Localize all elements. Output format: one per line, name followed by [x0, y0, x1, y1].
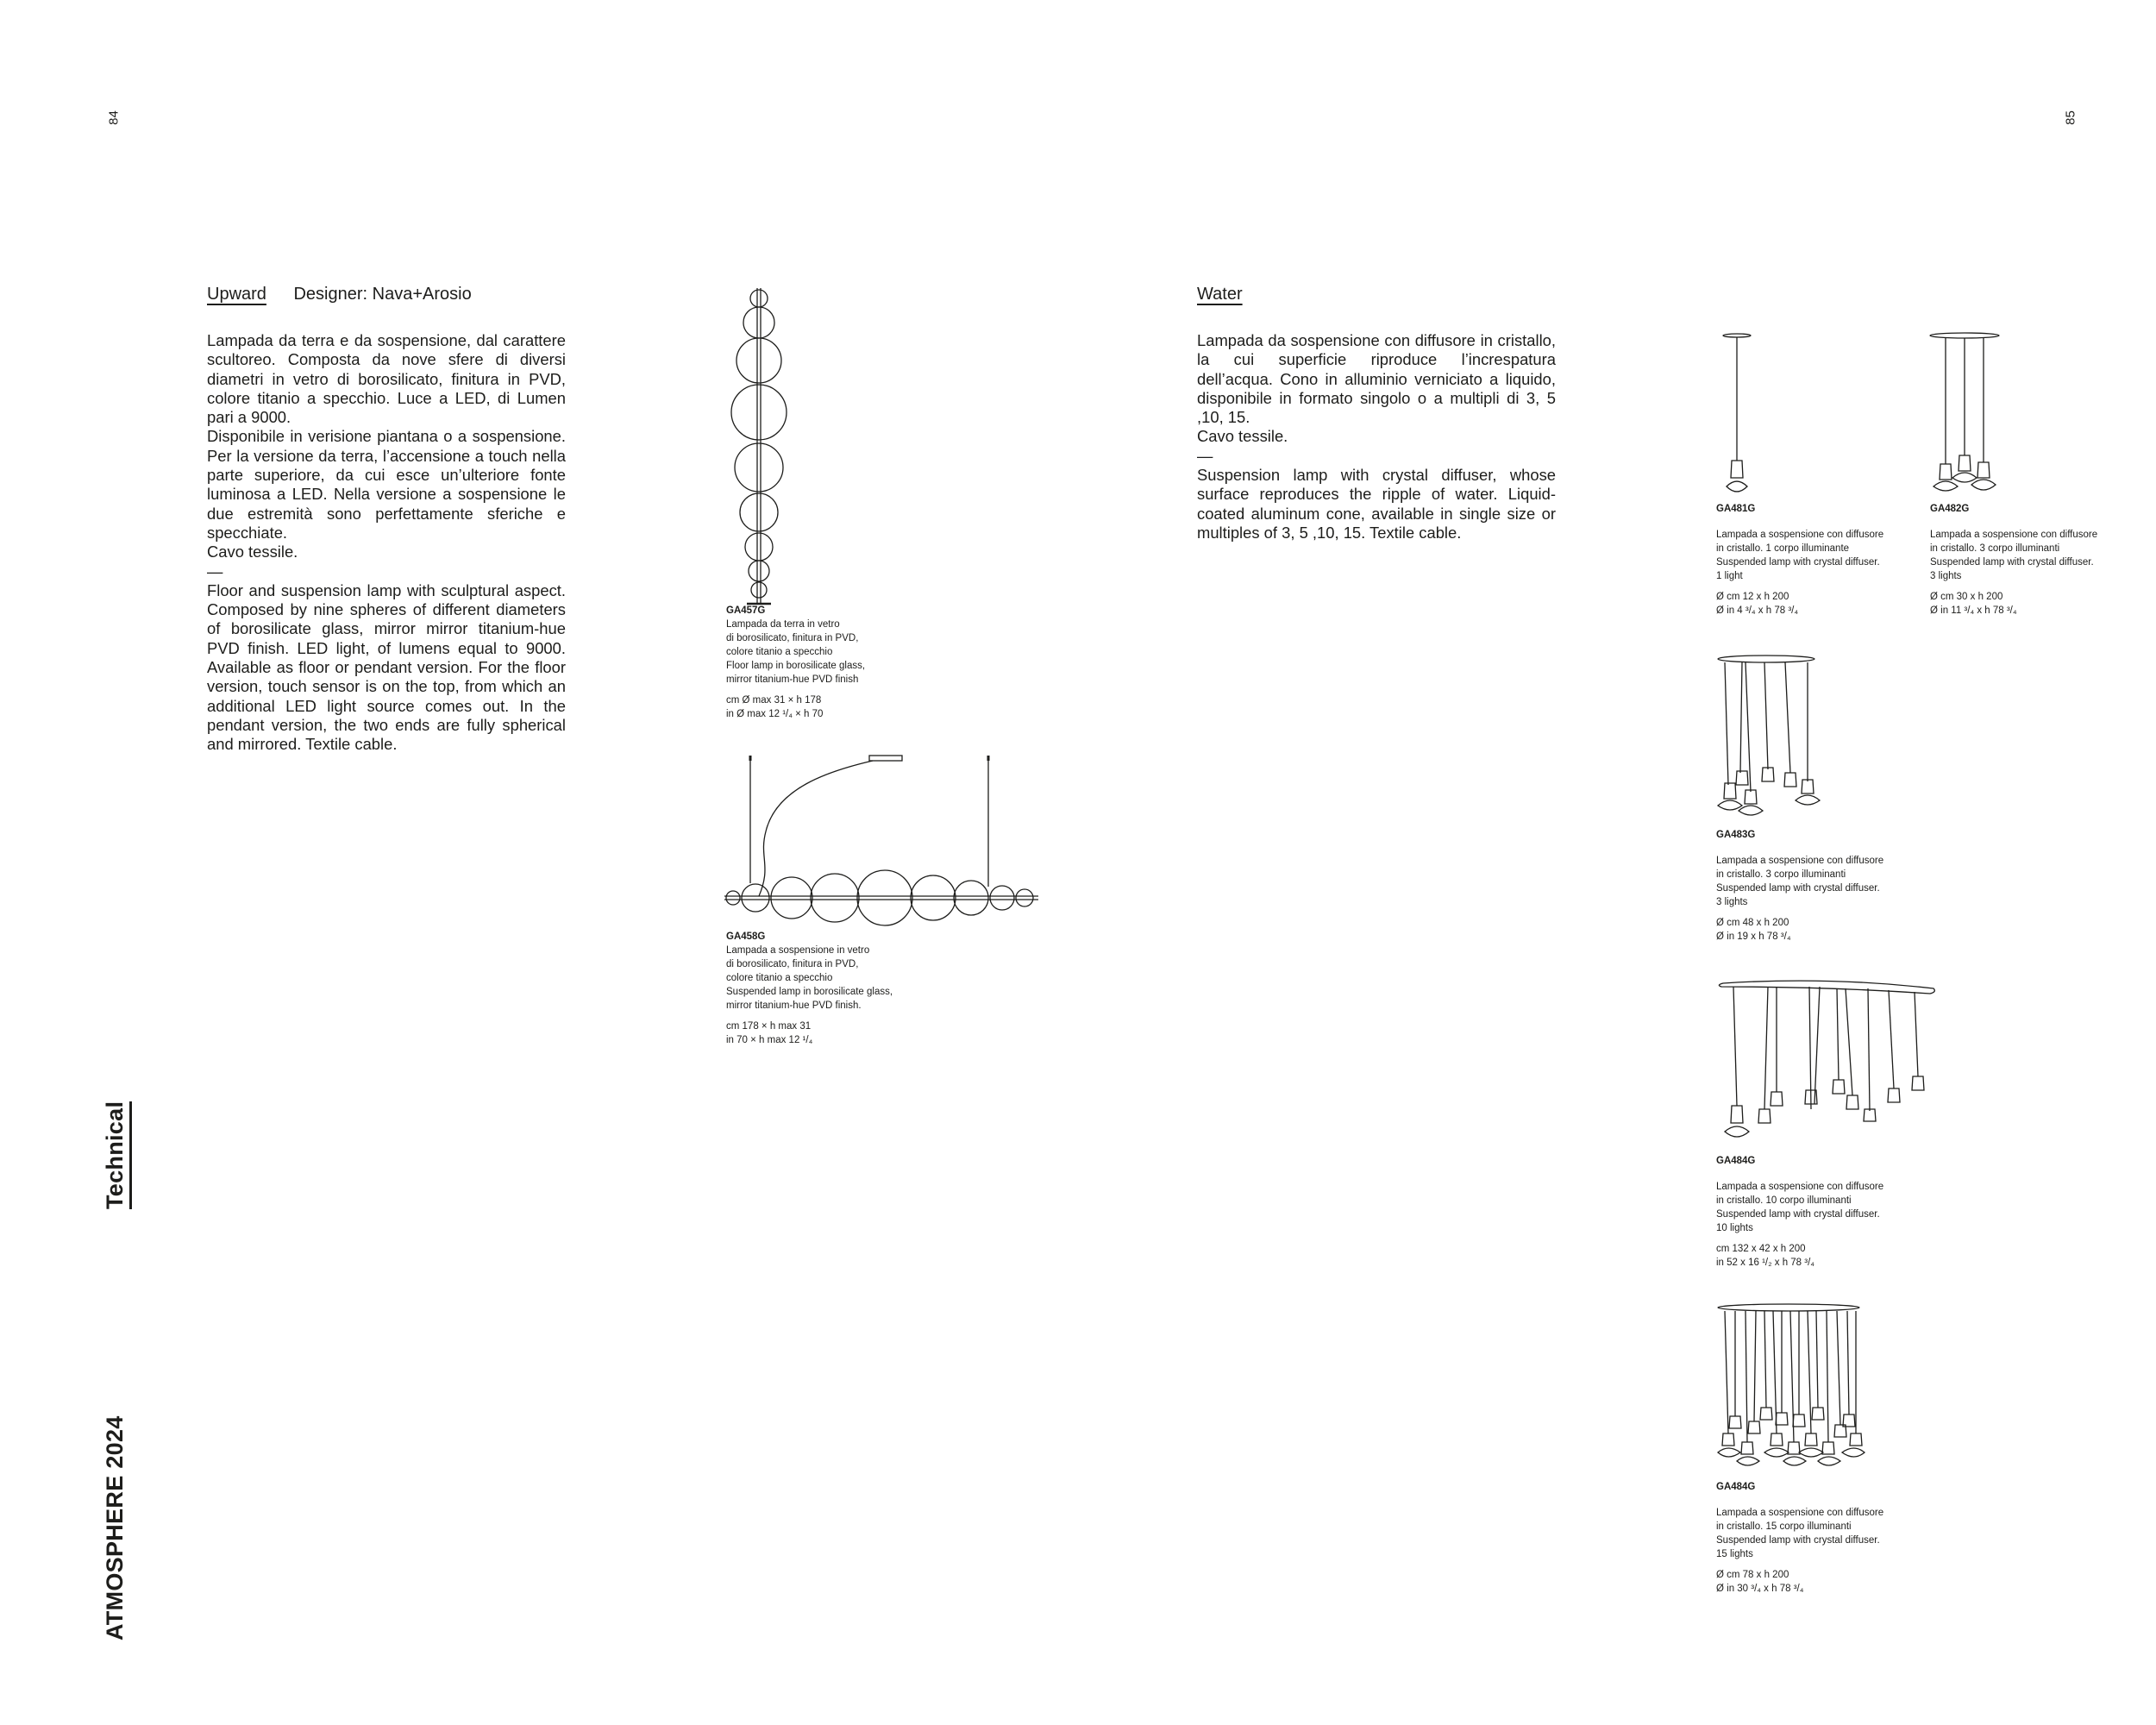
ga481g-caption-line: Lampada a sospensione con diffusore — [1716, 530, 1884, 540]
ga482g-caption — [1930, 528, 2137, 583]
ga481g-info — [1716, 504, 1923, 618]
ga457g-dim-in: in Ø max 12 ¹/₄ × h 70 — [726, 709, 824, 719]
ga484g-15-dimensions — [1716, 1568, 1923, 1596]
upward-english: Floor and suspension lamp with sculptural aspect. Composed by nine spheres of different diameters of borosilicate glass, mirror mirror titanium-hue PVD finish. LED light, of lumens equal to 9000. Available as floor or pendant version. For the floor version, touch sensor is on the top, from which an additional LED light source comes out. In the pendant version, the two ends are fully spherical and mirrored. Textile cable. — [207, 580, 566, 754]
ga484g-15-caption-line: in cristallo. 15 corpo illuminanti — [1716, 1521, 1852, 1532]
ga482g-caption-line: Lampada a sospensione con diffusore — [1930, 530, 2098, 540]
ga458g-code: GA458G — [726, 932, 766, 942]
upward-heading — [207, 285, 472, 304]
ga484g-15-dim-cm: Ø cm 78 x h 200 — [1716, 1570, 1789, 1580]
ga457g-caption-line: Lampada da terra in vetro — [726, 619, 840, 630]
ga482g-lamp-drawing — [1928, 333, 2002, 499]
upward-dash: — — [207, 561, 223, 580]
ga457g-info — [726, 605, 950, 721]
ga457g-dim-cm: cm Ø max 31 × h 178 — [726, 695, 822, 706]
ga458g-suspension-lamp-drawing — [724, 754, 1044, 926]
ga457g-floor-lamp-drawing — [724, 286, 793, 605]
ga458g-dimensions — [726, 1019, 950, 1047]
upward-designer: Designer: Nava+Arosio — [293, 285, 472, 304]
ga483g-dimensions — [1716, 916, 1923, 944]
ga481g-lamp-drawing — [1716, 333, 1759, 499]
ga482g-caption-line: in cristallo. 3 corpo illuminanti — [1930, 543, 2060, 554]
ga457g-dimensions — [726, 693, 950, 721]
ga484g-10-caption-line: in cristallo. 10 corpo illuminanti — [1716, 1195, 1852, 1206]
ga457g-caption-line: di borosilicato, finitura in PVD, — [726, 633, 859, 643]
page-number-left: 84 — [106, 110, 122, 125]
ga483g-dim-in: Ø in 19 x h 78 ³/₄ — [1716, 932, 1791, 942]
ga483g-info — [1716, 830, 1923, 944]
water-italian-1: Lampada da sospensione con diffusore in cristallo, la cui superficie riproduce l’increspatura dell’acqua. Cono in alluminio verniciato a liquido, disponibile in formato singolo o a multipli di 3, 5 ,10, 15. — [1197, 331, 1556, 427]
ga457g-code: GA457G — [726, 605, 766, 616]
ga484g-10-caption-line: Suspended lamp with crystal diffuser. — [1716, 1209, 1880, 1220]
water-italian-2: Cavo tessile. — [1197, 427, 1288, 446]
ga484g-10-caption — [1716, 1180, 1923, 1235]
water-heading — [1197, 285, 1243, 304]
ga458g-caption-line: Suspended lamp in borosilicate glass, — [726, 987, 893, 997]
water-english: Suspension lamp with crystal diffuser, whose surface reproduces the ripple of water. Liquid-coated aluminum cone, available in single size or multiples of 3, 5 ,10, 15. Textile cable. — [1197, 466, 1556, 542]
ga481g-caption — [1716, 528, 1923, 583]
water-description — [1197, 331, 1556, 543]
ga481g-dimensions — [1716, 590, 1923, 618]
ga458g-caption-line: di borosilicato, finitura in PVD, — [726, 959, 859, 969]
ga482g-dim-cm: Ø cm 30 x h 200 — [1930, 592, 2003, 602]
ga457g-caption-line: colore titanio a specchio — [726, 647, 833, 657]
ga458g-caption-line: colore titanio a specchio — [726, 973, 833, 983]
ga458g-caption — [726, 944, 950, 1013]
ga484g-15-caption-line: Suspended lamp with crystal diffuser. — [1716, 1535, 1880, 1546]
ga481g-dim-in: Ø in 4 ³/₄ x h 78 ³/₄ — [1716, 605, 1799, 616]
ga457g-caption — [726, 618, 950, 687]
ga483g-code: GA483G — [1716, 830, 1756, 840]
sidebar-technical: Technical — [102, 1101, 128, 1209]
ga484g-10-lights-drawing — [1716, 980, 1940, 1144]
ga484g-10-dim-cm: cm 132 x 42 x h 200 — [1716, 1244, 1806, 1254]
ga484g-15-lights-drawing — [1716, 1304, 1863, 1468]
ga457g-caption-line: mirror titanium-hue PVD finish — [726, 674, 859, 685]
ga483g-caption-line: Suspended lamp with crystal diffuser. — [1716, 883, 1880, 894]
ga484g-15-code: GA484G — [1716, 1482, 1756, 1492]
ga482g-dim-in: Ø in 11 ³/₄ x h 78 ³/₄ — [1930, 605, 2017, 616]
ga484g-10-dimensions — [1716, 1242, 1923, 1270]
ga484g-10-dim-in: in 52 x 16 ¹/₂ x h 78 ³/₄ — [1716, 1258, 1814, 1268]
upward-description — [207, 331, 566, 755]
upward-italian-2: Disponibile in verisione piantana o a sospensione. Per la versione da terra, l’accensione a touch nella parte superiore, da cui esce un’ulteriore fonte luminosa a LED. Nella versione a sospensione le due estremità sono perfettamente sferiche e specchiate. — [207, 427, 566, 542]
ga484g-15-info — [1716, 1482, 1923, 1596]
ga484g-10-code: GA484G — [1716, 1156, 1756, 1166]
ga484g-10-caption-line: 10 lights — [1716, 1223, 1753, 1233]
ga482g-caption-line: Suspended lamp with crystal diffuser. — [1930, 557, 2094, 568]
ga458g-dim-in: in 70 × h max 12 ¹/₄ — [726, 1035, 813, 1045]
ga483g-dim-cm: Ø cm 48 x h 200 — [1716, 918, 1789, 928]
ga458g-caption-line: Lampada a sospensione in vetro — [726, 945, 870, 956]
sidebar-catalog-title: ATMOSPHERE 2024 — [102, 1415, 128, 1640]
ga457g-caption-line: Floor lamp in borosilicate glass, — [726, 661, 866, 671]
ga481g-caption-line: Suspended lamp with crystal diffuser. — [1716, 557, 1880, 568]
ga481g-caption-line: in cristallo. 1 corpo illuminante — [1716, 543, 1850, 554]
ga481g-caption-line: 1 light — [1716, 571, 1743, 581]
upward-italian-1: Lampada da terra e da sospensione, dal carattere scultoreo. Composta da nove sfere di diversi diametri in vetro di borosilicato, finitura in PVD, colore titanio a specchio. Luce a LED, di Lumen pari a 9000. — [207, 331, 566, 427]
water-dash: — — [1197, 446, 1213, 465]
upward-title: Upward — [207, 285, 266, 304]
ga458g-caption-line: mirror titanium-hue PVD finish. — [726, 1000, 862, 1011]
ga484g-15-caption-line: 15 lights — [1716, 1549, 1753, 1559]
ga484g-15-caption — [1716, 1506, 1923, 1561]
page-number-right: 85 — [2063, 110, 2078, 125]
ga483g-caption-line: Lampada a sospensione con diffusore — [1716, 856, 1884, 866]
ga481g-code: GA481G — [1716, 504, 1756, 514]
upward-italian-3: Cavo tessile. — [207, 543, 298, 561]
ga482g-info — [1930, 504, 2137, 618]
ga483g-lamp-drawing — [1716, 656, 1820, 814]
ga484g-15-caption-line: Lampada a sospensione con diffusore — [1716, 1508, 1884, 1518]
water-title: Water — [1197, 285, 1243, 304]
ga484g-15-dim-in: Ø in 30 ³/₄ x h 78 ³/₄ — [1716, 1584, 1804, 1594]
ga483g-caption — [1716, 854, 1923, 909]
ga482g-code: GA482G — [1930, 504, 1970, 514]
ga484g-10-caption-line: Lampada a sospensione con diffusore — [1716, 1182, 1884, 1192]
ga483g-caption-line: 3 lights — [1716, 897, 1748, 907]
ga482g-dimensions — [1930, 590, 2137, 618]
ga481g-dim-cm: Ø cm 12 x h 200 — [1716, 592, 1789, 602]
ga458g-dim-cm: cm 178 × h max 31 — [726, 1021, 812, 1032]
ga484g-10-info — [1716, 1156, 1923, 1270]
ga482g-caption-line: 3 lights — [1930, 571, 1962, 581]
ga483g-caption-line: in cristallo. 3 corpo illuminanti — [1716, 869, 1846, 880]
ga458g-info — [726, 932, 950, 1047]
